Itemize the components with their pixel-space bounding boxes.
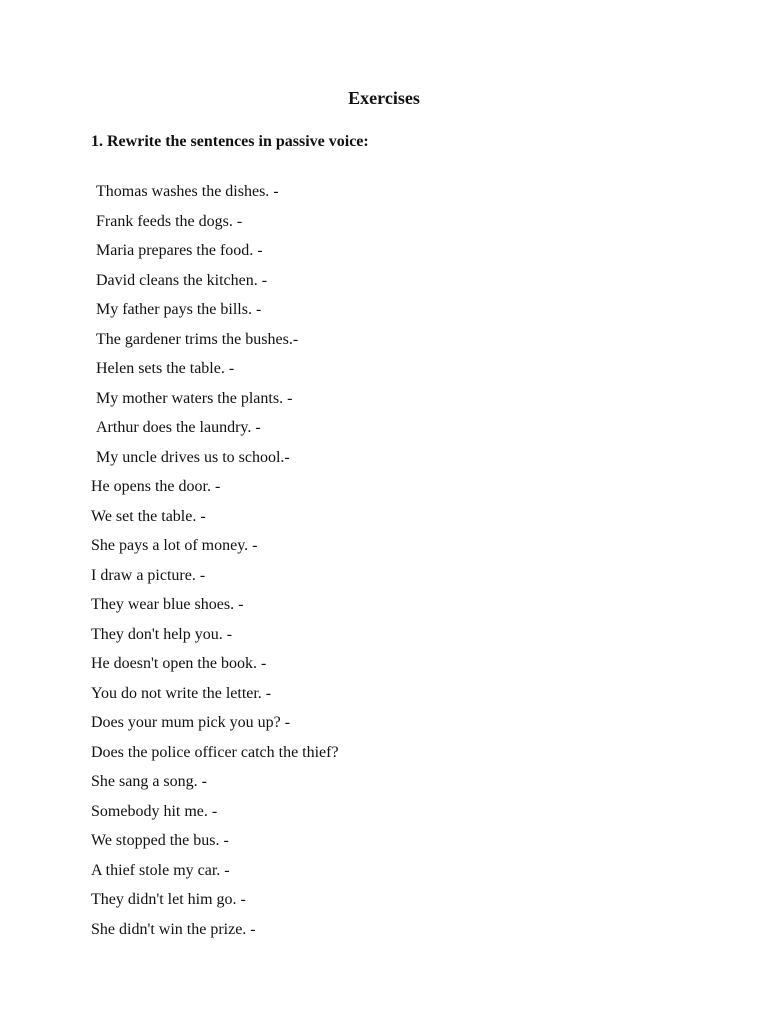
sentence-item: David cleans the kitchen. -	[96, 271, 268, 289]
sentence-item: They wear blue shoes. -	[91, 596, 244, 613]
sentence-item: He doesn't open the book. -	[91, 655, 267, 672]
sentence-item: Maria prepares the food. -	[96, 242, 263, 259]
exercise-instruction: 1. Rewrite the sentences in passive voice:	[91, 133, 369, 150]
sentence-item: Somebody hit me. -	[91, 802, 218, 820]
sentence-item: Does your mum pick you up? -	[91, 714, 291, 731]
sentence-item: A thief stole my car. -	[91, 861, 230, 879]
sentence-item: He opens the door. -	[91, 478, 221, 495]
sentence-item: My father pays the bills. -	[96, 301, 262, 318]
sentence-item: She didn't win the prize. -	[91, 920, 256, 938]
sentence-item: Arthur does the laundry. -	[96, 419, 261, 436]
sentence-list	[91, 177, 339, 944]
sentence-item: My uncle drives us to school.-	[96, 448, 290, 466]
sentence-item: We stopped the bus. -	[91, 832, 229, 849]
sentence-item: I draw a picture. -	[91, 566, 206, 584]
sentence-item: The gardener trims the bushes.-	[96, 330, 299, 348]
sentence-item: We set the table. -	[91, 507, 206, 525]
sentence-item: She pays a lot of money. -	[91, 537, 258, 554]
sentence-item: Does the police officer catch the thief?	[91, 743, 339, 761]
sentence-item: Thomas washes the dishes. -	[96, 183, 279, 200]
sentence-item: They don't help you. -	[91, 625, 233, 643]
sentence-item: She sang a song. -	[91, 773, 207, 790]
sentence-item: Frank feeds the dogs. -	[96, 212, 243, 230]
sentence-item: They didn't let him go. -	[91, 891, 246, 908]
page-title: Exercises	[348, 88, 420, 108]
sentence-item: Helen sets the table. -	[96, 360, 235, 377]
sentence-item: You do not write the letter. -	[91, 684, 272, 702]
sentence-item: My mother waters the plants. -	[96, 389, 293, 407]
